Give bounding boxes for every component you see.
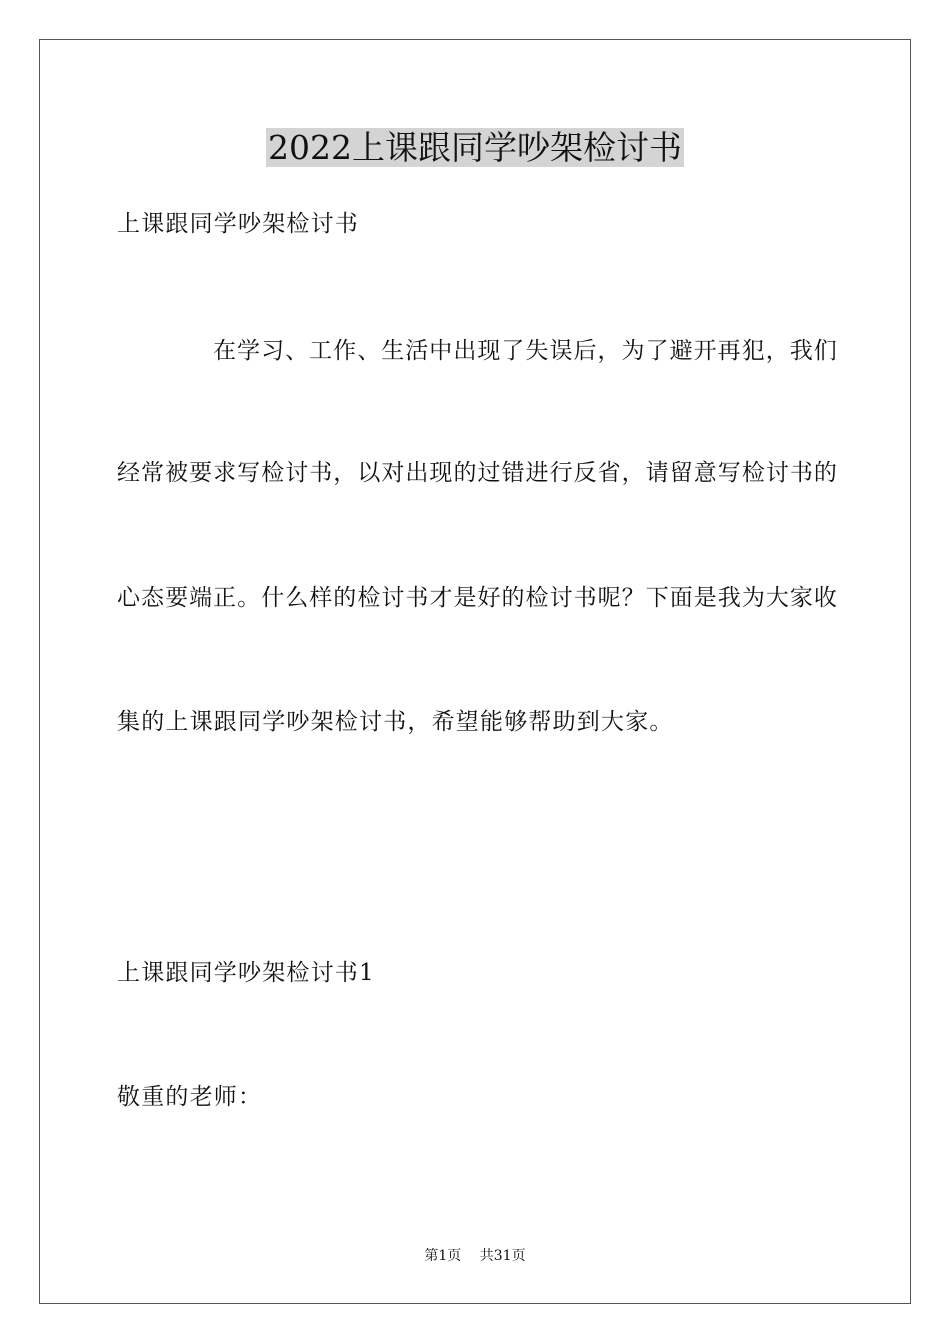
- section-heading: 上课跟同学吵架检讨书1: [117, 960, 375, 986]
- document-title-text: 2022上课跟同学吵架检讨书: [268, 128, 682, 167]
- page-total: 共31页: [479, 1248, 526, 1264]
- page-footer: [0, 1246, 950, 1266]
- salutation: 敬重的老师：: [117, 1084, 263, 1110]
- document-title: [0, 126, 950, 170]
- page-number: 第1页: [424, 1248, 462, 1264]
- intro-line-2: 经 常 被 要 求 写 检 讨 书 ， 以 对 出 现 的 过 错 进 行 反 省 ， 请 留 意 写 检 讨 书 的: [117, 460, 837, 486]
- intro-line-1: 在 学 习 、 工 作 、 生 活 中 出 现 了 失 误 后 ， 为 了 避 开 再 犯 ， 我 们: [213, 338, 837, 364]
- intro-line-4: 集的上课跟同学吵架检讨书，希望能够帮助到大家。: [117, 709, 674, 735]
- document-heading: 上课跟同学吵架检讨书: [117, 211, 359, 237]
- intro-line-3: 心 态 要 端 正 。 什 么 样 的 检 讨 书 才 是 好 的 检 讨 书 呢 ？ 下 面 是 我 为 大 家 收: [117, 585, 837, 611]
